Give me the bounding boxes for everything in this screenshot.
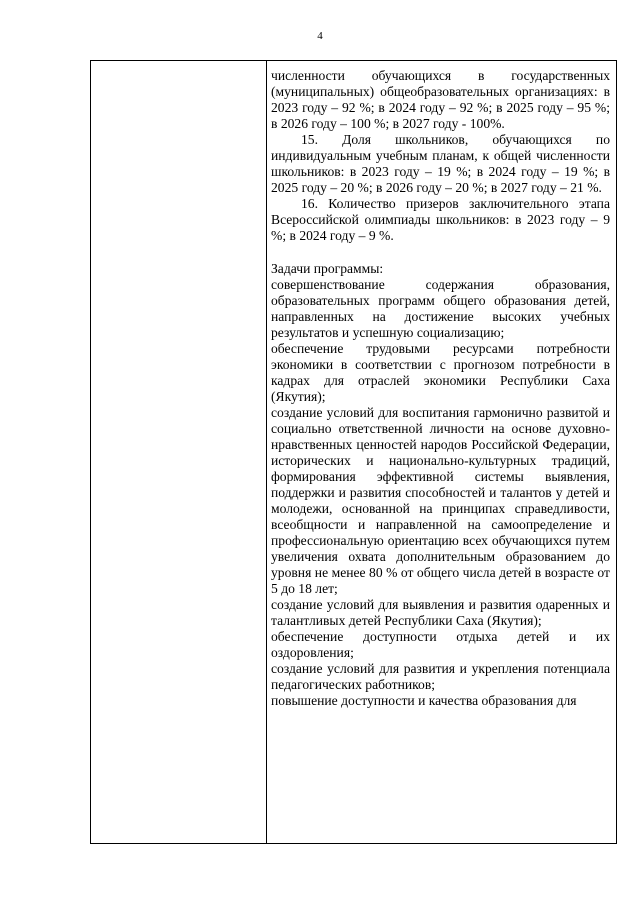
paragraph-spacer	[271, 244, 610, 261]
table-left-cell	[91, 61, 267, 843]
program-table	[90, 60, 617, 844]
task-paragraph: создание условий для развития и укрепления потенциала педагогических работников;	[271, 661, 610, 692]
task-paragraph: обеспечение трудовыми ресурсами потребности экономики в соответствии с прогнозом потребности в кадрах для отраслей экономики Республики Саха (Якутия);	[271, 341, 610, 404]
task-paragraph: создание условий для выявления и развития одаренных и талантливых детей Республики Саха (Якутия);	[271, 597, 610, 628]
indicator-paragraph: 16. Количество призеров заключительного этапа Всероссийской олимпиады школьников: в 2023 году – 9 %; в 2024 году – 9 %.	[271, 196, 610, 243]
task-paragraph: повышение доступности и качества образования для	[271, 693, 577, 708]
task-paragraph: создание условий для воспитания гармонично развитой и социально ответственной личности на основе духовно-нравственных ценностей народов Российской Федерации, исторических и национально-культурных традиций, формирования эффективной системы выявления, поддержки и развития способностей и талантов у детей и молодежи, основанной на принципах справедливости, всеобщности и направленной на самоопределение и профессиональную ориентацию всех обучающихся путем увеличения охвата дополнительным образованием до уровня не менее 80 % от общего числа детей в возрасте от 5 до 18 лет;	[271, 405, 610, 596]
tasks-heading: Задачи программы:	[271, 261, 384, 276]
task-paragraph: совершенствование содержания образования, образовательных программ общего образования детей, направленных на достижение высоких учебных результатов и успешную социализацию;	[271, 277, 610, 340]
indicator-paragraph: 15. Доля школьников, обучающихся по индивидуальным учебным планам, к общей численности школьников: в 2023 году – 19 %; в 2024 году – 19 %; в 2025 году – 20 %; в 2026 году – 20 %; в 2027 году – 21 %.	[271, 132, 610, 195]
task-paragraph: обеспечение доступности отдыха детей и их оздоровления;	[271, 629, 610, 660]
indicator-paragraph: численности обучающихся в государственных (муниципальных) общеобразовательных организациях: в 2023 году – 92 %; в 2024 году – 92 %; в 2025 году – 95 %; в 2026 году – 100 %; в 2027 году - 100%.	[271, 68, 610, 131]
page-number: 4	[317, 30, 323, 42]
table-right-cell	[267, 61, 616, 843]
